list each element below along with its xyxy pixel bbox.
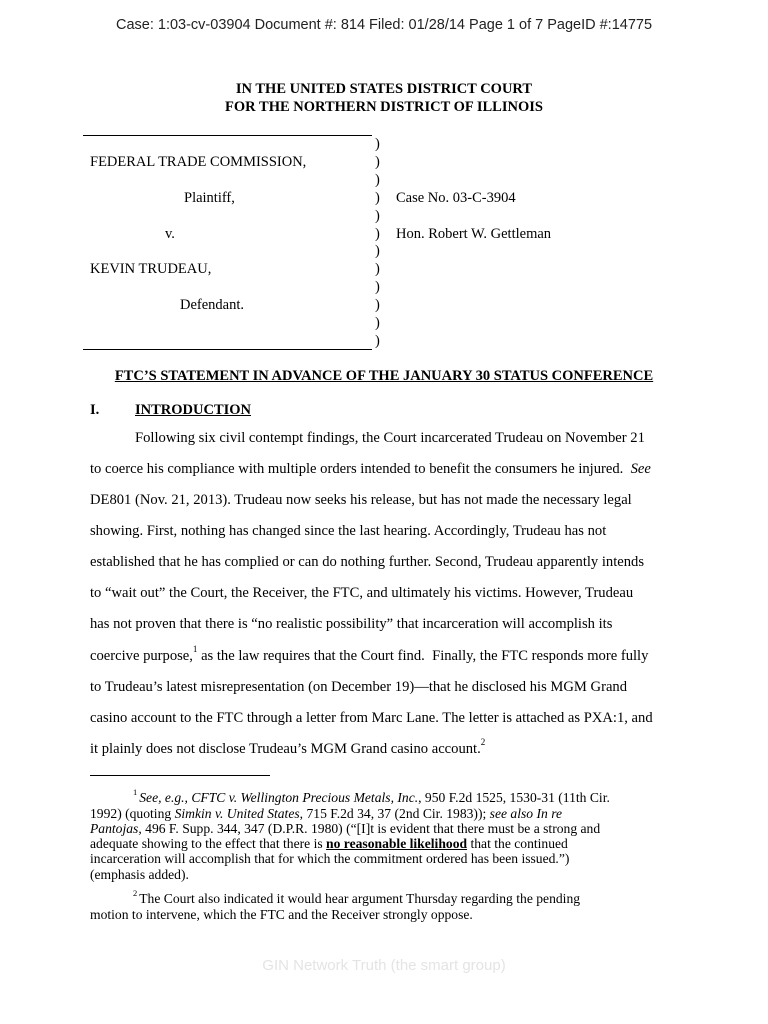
caption-bottom-rule (83, 349, 372, 350)
body-line-3: DE801 (Nov. 21, 2013). Trudeau now seeks his release, but has not made the necessary legal (90, 492, 632, 508)
footnote-ref-1: 1 (192, 644, 198, 654)
footnote-1-line-4: adequate showing to the effect that there is no reasonable likelihood that the continued (90, 836, 568, 851)
versus: v. (165, 226, 175, 242)
plaintiff-name: FEDERAL TRADE COMMISSION, (90, 154, 307, 170)
caption-paren-column: ) ) ) ) ) ) ) ) ) ) ) ) (375, 136, 380, 349)
document-title: FTC’S STATEMENT IN ADVANCE OF THE JANUARY 30 STATUS CONFERENCE (114, 368, 654, 384)
footnote-1-line-6: (emphasis added). (90, 867, 189, 882)
defendant-role: Defendant. (180, 297, 245, 313)
footnote-ref-2: 2 (480, 737, 486, 747)
body-line-9: to Trudeau’s latest misrepresentation (on December 19)—that he disclosed his MGM Grand (90, 679, 628, 695)
court-name-line-2: FOR THE NORTHERN DISTRICT OF ILLINOIS (225, 99, 543, 115)
body-line-6: to “wait out” the Court, the Receiver, the FTC, and ultimately his victims. However, Trudeau (90, 585, 634, 601)
body-line-4: showing. First, nothing has changed since the last hearing. Accordingly, Trudeau has not (90, 523, 607, 539)
footnote-2-line-2: motion to intervene, which the FTC and the Receiver strongly oppose. (90, 907, 473, 922)
defendant-name: KEVIN TRUDEAU, (90, 261, 212, 277)
footnote-1-line-2: 1992) (quoting Simkin v. United States, 715 F.2d 34, 37 (2nd Cir. 1983)); see also In re (90, 806, 563, 821)
body-line-5: established that he has complied or can do nothing further. Second, Trudeau apparently intends (90, 554, 645, 570)
case-number: Case No. 03-C-3904 (396, 190, 516, 206)
plaintiff-role: Plaintiff, (184, 190, 235, 206)
body-line-2: to coerce his compliance with multiple orders intended to benefit the consumers he injured. See (90, 461, 651, 477)
section-title: INTRODUCTION (135, 402, 252, 418)
footnote-1-line-1: $^1$ See, e.g., CFTC v. Wellington Precious Metals, Inc., 950 F.2d 1525, 1530-31 (11th Cir. (133, 787, 610, 805)
body-line-7: has not proven that there is “no realistic possibility” that incarceration will accomplish its (90, 616, 613, 632)
body-line-8: coercive purpose,$^1$ as the law requires that the Court find. Finally, the FTC responds more fully (90, 644, 649, 664)
footnote-separator (90, 775, 270, 776)
footnote-2-line-1: $^2$ The Court also indicated it would hear argument Thursday regarding the pending (133, 888, 581, 906)
footnote-1-line-3: Pantojas, 496 F. Supp. 344, 347 (D.P.R. 1980) (“[I]t is evident that there must be a strong and (90, 821, 601, 836)
footnote-1-line-5: incarceration will accomplish that for which the commitment ordered has been issued.”) (90, 851, 570, 866)
case-header: Case: 1:03-cv-03904 Document #: 814 Filed: 01/28/14 Page 1 of 7 PageID #:14775 (115, 17, 653, 33)
body-line-10: casino account to the FTC through a letter from Marc Lane. The letter is attached as PXA:1, and (90, 710, 653, 726)
caption-top-rule (83, 135, 372, 136)
section-number: I. (90, 402, 100, 418)
court-name-line-1: IN THE UNITED STATES DISTRICT COURT (235, 81, 533, 97)
body-line-11: it plainly does not disclose Trudeau’s MGM Grand casino account.$^2$ (90, 737, 486, 757)
watermark: GIN Network Truth (the smart group) (262, 957, 506, 974)
body-line-1: Following six civil contempt findings, the Court incarcerated Trudeau on November 21 (135, 430, 645, 446)
judge-name: Hon. Robert W. Gettleman (396, 226, 552, 242)
